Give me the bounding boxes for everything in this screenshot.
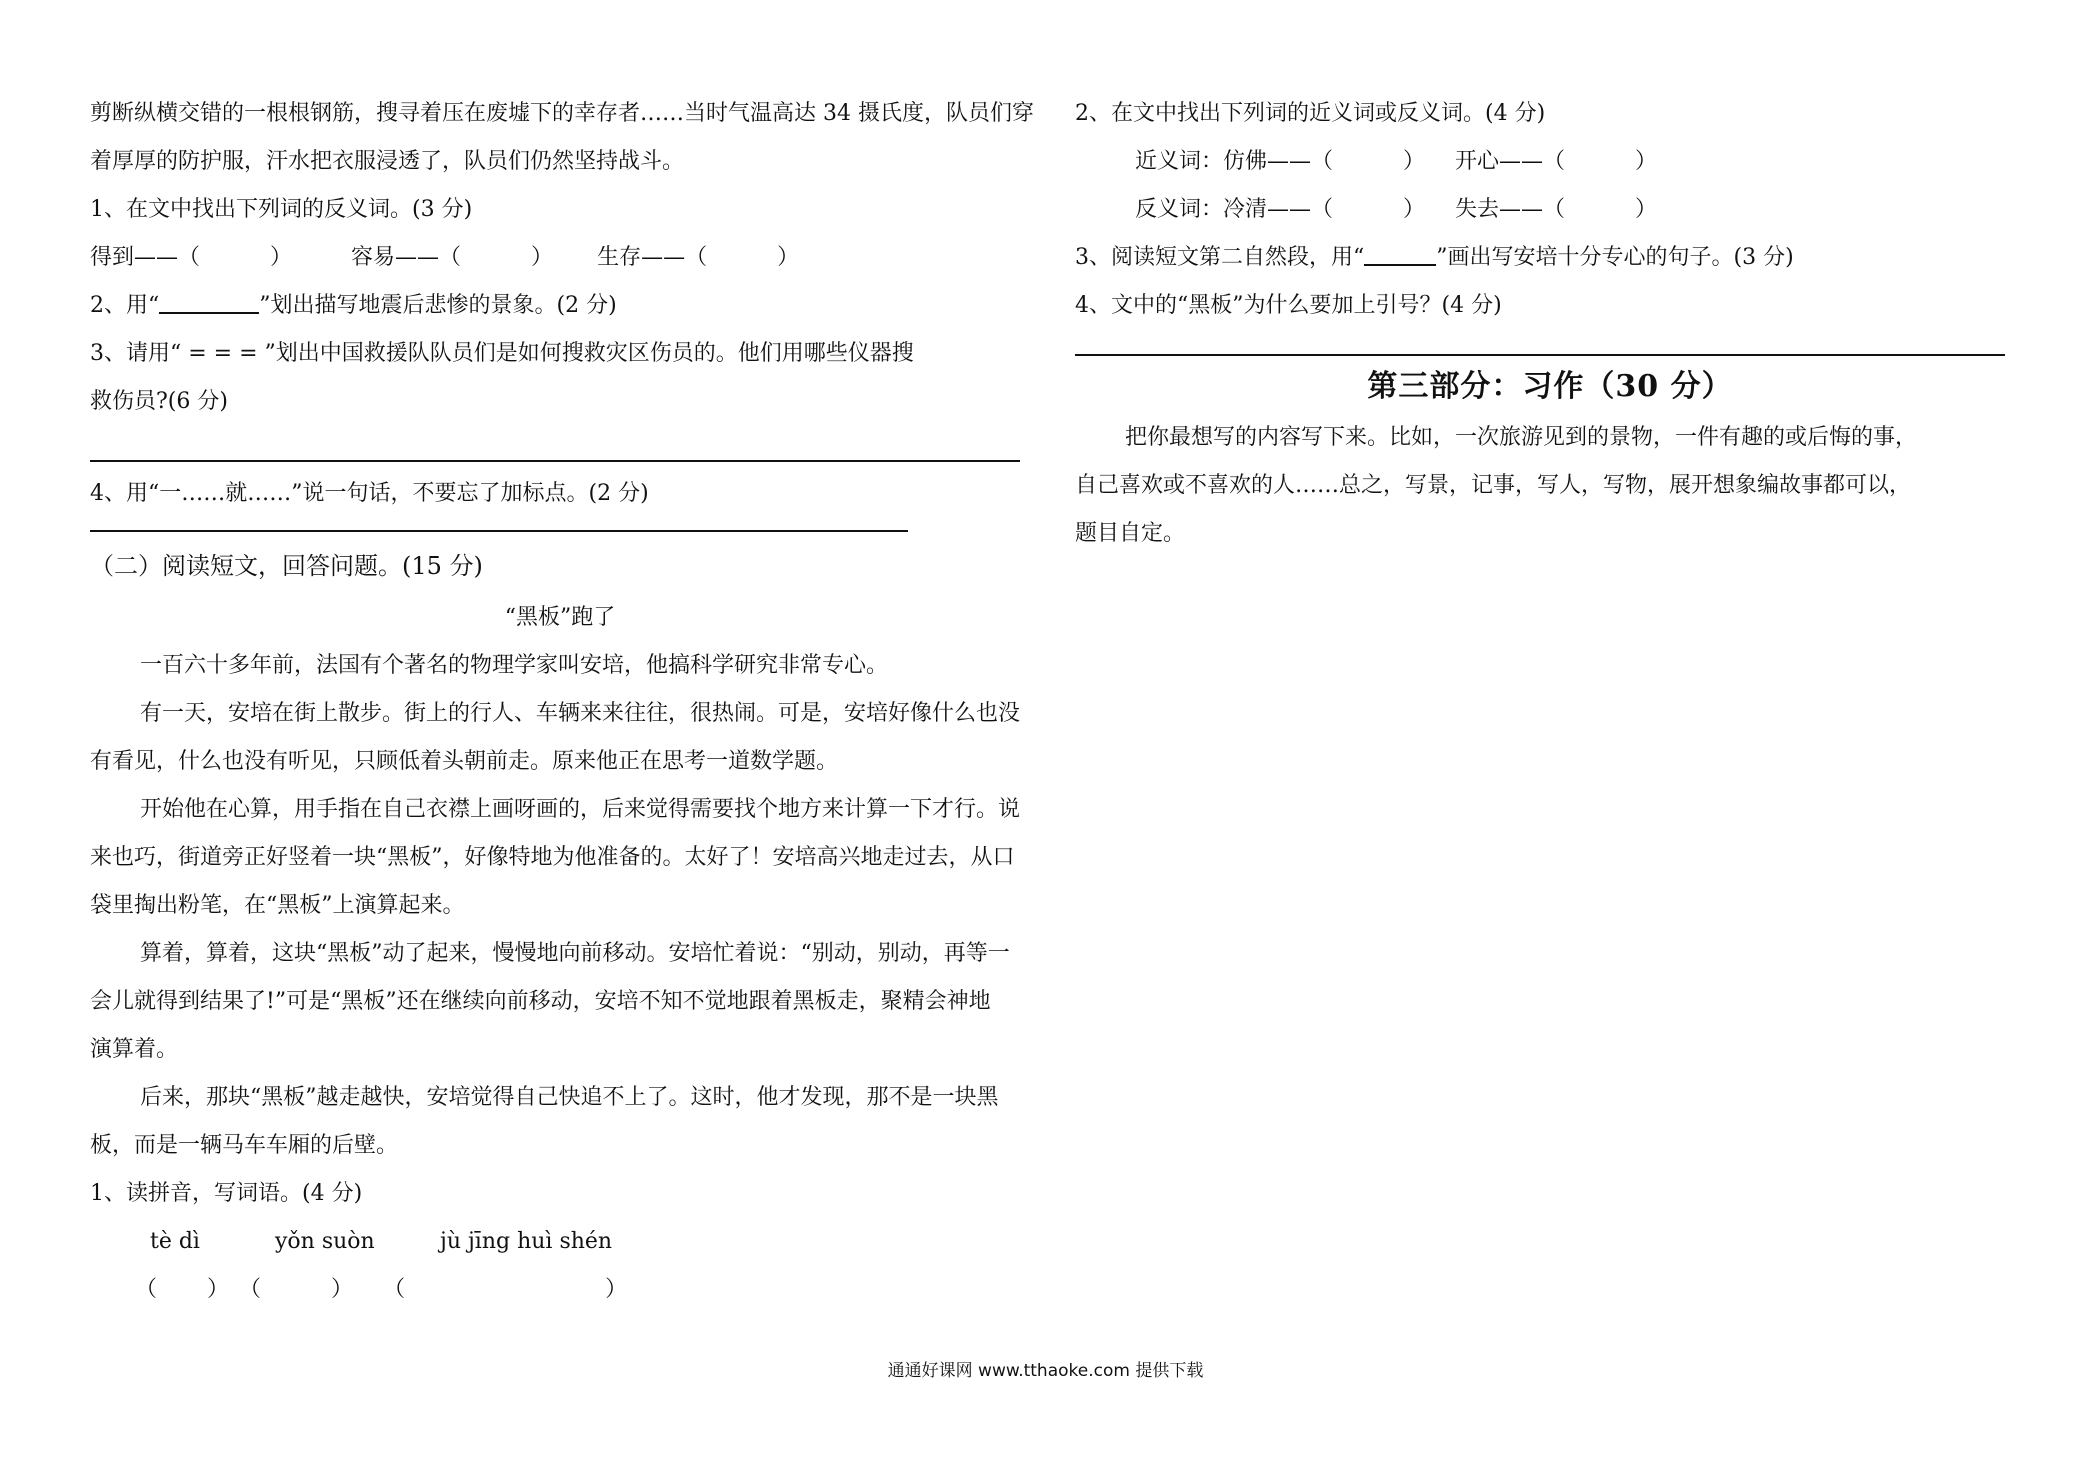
pinyin-row (90, 1218, 1030, 1266)
pinyin-answer-blanks: （ ） （ ） （ ） (135, 1277, 628, 1302)
writing-prompt: 把你最想写的内容写下来。比如，一次旅游见到的景物，一件有趣的或后悔的事， (1125, 425, 1918, 450)
antonym-prompt: 得到——（ (90, 245, 201, 270)
pinyin-word: jù jīng huì shén (440, 1229, 613, 1254)
antonym-row: 反义词：冷清——（ ） 失去——（ ） (1135, 197, 1658, 222)
antonym-prompt: 容易——（ (351, 245, 462, 270)
question-3: 3、请用“ = = = ”划出中国救援队队员们是如何搜救灾区伤员的。他们用哪些仪器搜 (90, 341, 914, 366)
part-three-heading: 第三部分：习作（30 分） (1367, 369, 1733, 404)
passage-line: 着厚厚的防护服，汗水把衣服浸透了，队员们仍然坚持战斗。 (90, 149, 685, 174)
story-paragraph: 算着，算着，这块“黑板”动了起来，慢慢地向前移动。安培忙着说：“别动，别动，再等一 (140, 941, 1010, 966)
reading-question-2: 2、在文中找出下列词的近义词或反义词。(4 分) (1075, 101, 1546, 126)
question-2: 2、用“ ”划出描写地震后悲惨的景象。(2 分) (90, 293, 617, 318)
section-reading-heading: （二）阅读短文，回答问题。(15 分) (90, 552, 483, 580)
question-3: 救伤员?(6 分) (90, 389, 228, 414)
reading-question-4: 4、文中的“黑板”为什么要加上引号？(4 分) (1075, 293, 1502, 318)
synonym-row: 近义词：仿佛——（ ） 开心——（ ） (1135, 149, 1658, 174)
reading-question-1: 1、读拼音，写词语。(4 分) (90, 1181, 363, 1206)
writing-prompt: 自己喜欢或不喜欢的人……总之，写景，记事，写人，写物，展开想象编故事都可以， (1075, 473, 1912, 498)
story-paragraph: 有看见，什么也没有听见，只顾低着头朝前走。原来他正在思考一道数学题。 (90, 749, 839, 774)
reading-question-3: 3、阅读短文第二自然段，用“ ”画出写安培十分专心的句子。(3 分) (1075, 245, 1794, 270)
question-1-blanks: 得到——（ ） 容易——（ ） 生存——（ ） (90, 245, 800, 270)
pinyin-word: yǒn suòn (275, 1229, 375, 1254)
story-paragraph: 来也巧，街道旁正好竖着一块“黑板”，好像特地为他准备的。太好了！安培高兴地走过去，从口 (90, 845, 1015, 870)
underline-mark (159, 294, 259, 314)
antonym-prompt: 生存——（ (597, 245, 708, 270)
story-paragraph: 后来，那块“黑板”越走越快，安培觉得自己快追不上了。这时，他才发现，那不是一块黑 (140, 1085, 999, 1110)
story-paragraph: 演算着。 (90, 1037, 179, 1062)
writing-prompt: 题目自定。 (1075, 521, 1186, 546)
passage-line: 剪断纵横交错的一根根钢筋，搜寻着压在废墟下的幸存者……当时气温高达 34 摄氏度，队员们穿 (90, 101, 1034, 126)
footer-credit: 通通好课网 www.tthaoke.com 提供下载 (887, 1361, 1204, 1381)
left-column (90, 90, 1034, 1314)
story-paragraph: 有一天，安培在街上散步。街上的行人、车辆来来往往，很热闹。可是，安培好像什么也没 (140, 701, 1021, 726)
pinyin-word: tè dì (150, 1229, 200, 1254)
underline-mark (1364, 246, 1436, 266)
story-title: “黑板”跑了 (504, 605, 616, 630)
question-4: 4、用“一……就……”说一句话，不要忘了加标点。(2 分) (90, 481, 649, 506)
story-paragraph: 板，而是一辆马车车厢的后壁。 (90, 1133, 399, 1158)
story-paragraph: 袋里掏出粉笔，在“黑板”上演算起来。 (90, 893, 465, 918)
question-1: 1、在文中找出下列词的反义词。(3 分) (90, 197, 473, 222)
story-paragraph: 一百六十多年前，法国有个著名的物理学家叫安培，他搞科学研究非常专心。 (140, 653, 889, 678)
story-paragraph: 开始他在心算，用手指在自己衣襟上画呀画的，后来觉得需要找个地方来计算一下才行。说 (140, 797, 1021, 822)
story-paragraph: 会儿就得到结果了!”可是“黑板”还在继续向前移动，安培不知不觉地跟着黑板走，聚精会神地 (90, 989, 991, 1014)
right-column (1075, 90, 2025, 558)
